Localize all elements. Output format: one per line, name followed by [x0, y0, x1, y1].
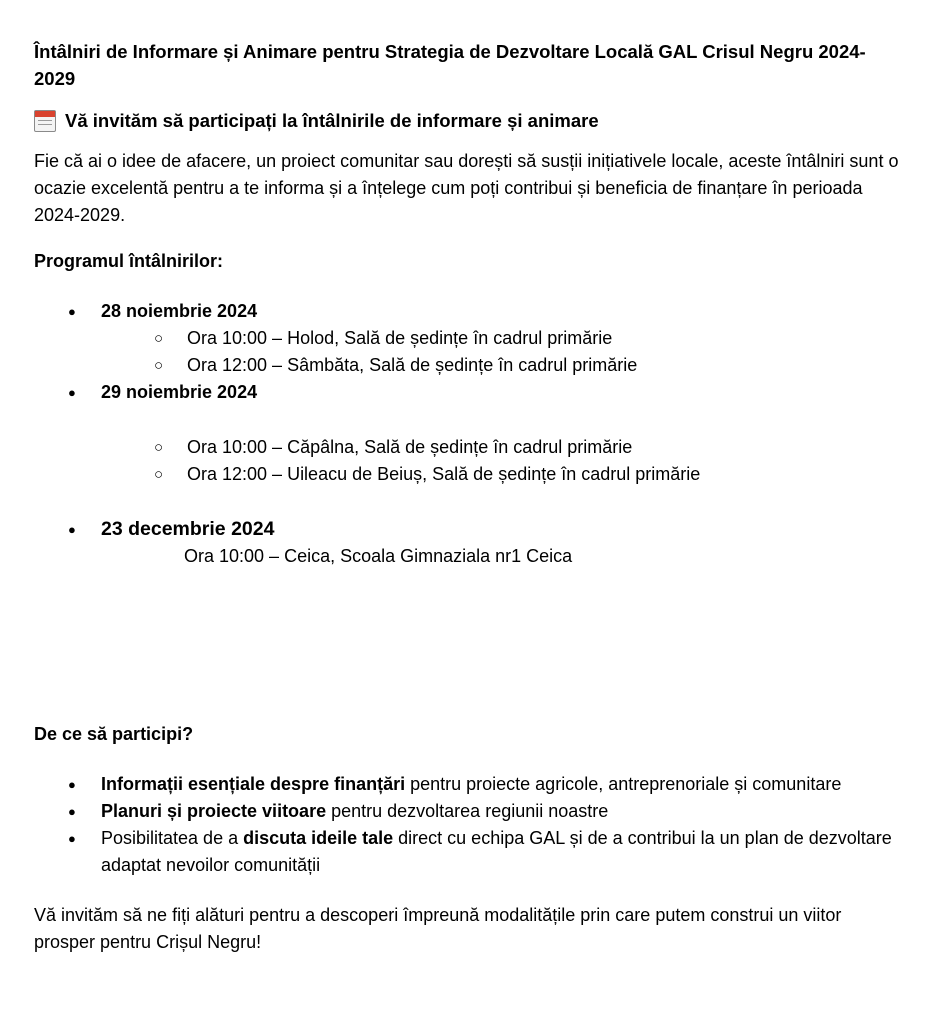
- why-item: [34, 771, 904, 798]
- why-item-bold: Informații esențiale despre finanțări: [101, 774, 406, 794]
- calendar-icon: [34, 110, 56, 132]
- invite-text: Vă invităm să participați la întâlnirile de informare și animare: [65, 110, 599, 131]
- why-item-rest: direct cu echipa GAL și de a contribui la un plan de dezvoltare adaptat nevoilor comunității: [101, 828, 892, 875]
- why-item-bold: discuta ideile tale: [243, 828, 394, 848]
- closing-paragraph: Vă invităm să ne fiți alături pentru a descoperi împreună modalitățile prin care putem construi un viitor prosper pentru Crișul Negru!: [34, 905, 842, 952]
- page-title: Întâlniri de Informare și Animare pentru Strategia de Dezvoltare Locală GAL Crisul Negru 2024-2029: [34, 41, 866, 89]
- program-list: [34, 298, 904, 570]
- why-heading: De ce să participi?: [34, 724, 194, 744]
- why-item-prefix: Posibilitatea de a: [101, 828, 244, 848]
- program-session: Ora 10:00 – Ceica, Scoala Gimnaziala nr1 Ceica: [184, 546, 573, 566]
- why-item: [34, 825, 904, 879]
- why-item-bold: Planuri și proiecte viitoare: [101, 801, 327, 821]
- program-heading: Programul întâlnirilor:: [34, 251, 224, 271]
- program-day-date: ● 28 noiembrie 2024: [34, 298, 904, 325]
- document-page: [34, 38, 904, 956]
- program-day-date: ● 23 decembrie 2024: [34, 516, 904, 543]
- why-list: [34, 771, 904, 879]
- why-item: [34, 798, 904, 825]
- why-item-rest: pentru proiecte agricole, antreprenoriale și comunitare: [405, 774, 842, 794]
- program-day-date: ● 29 noiembrie 2024: [34, 379, 904, 406]
- intro-paragraph: Fie că ai o idee de afacere, un proiect comunitar sau dorești să susții inițiativele locale, aceste întâlniri sunt o ocazie excelentă pentru a te informa și a înțelege cum poți contribui și beneficia de finanțare în perioada 2024-2029.: [34, 151, 899, 225]
- program-session: ○ Ora 12:00 – Sâmbăta, Sală de ședințe în cadrul primărie: [34, 352, 904, 379]
- program-session: ○ Ora 10:00 – Holod, Sală de ședințe în cadrul primărie: [34, 325, 904, 352]
- why-item-rest: pentru dezvoltarea regiunii noastre: [326, 801, 609, 821]
- invite-heading: [34, 107, 904, 134]
- program-session: ○ Ora 10:00 – Căpâlna, Sală de ședințe în cadrul primărie: [34, 434, 904, 461]
- program-session: ○ Ora 12:00 – Uileacu de Beiuș, Sală de ședințe în cadrul primărie: [34, 461, 904, 488]
